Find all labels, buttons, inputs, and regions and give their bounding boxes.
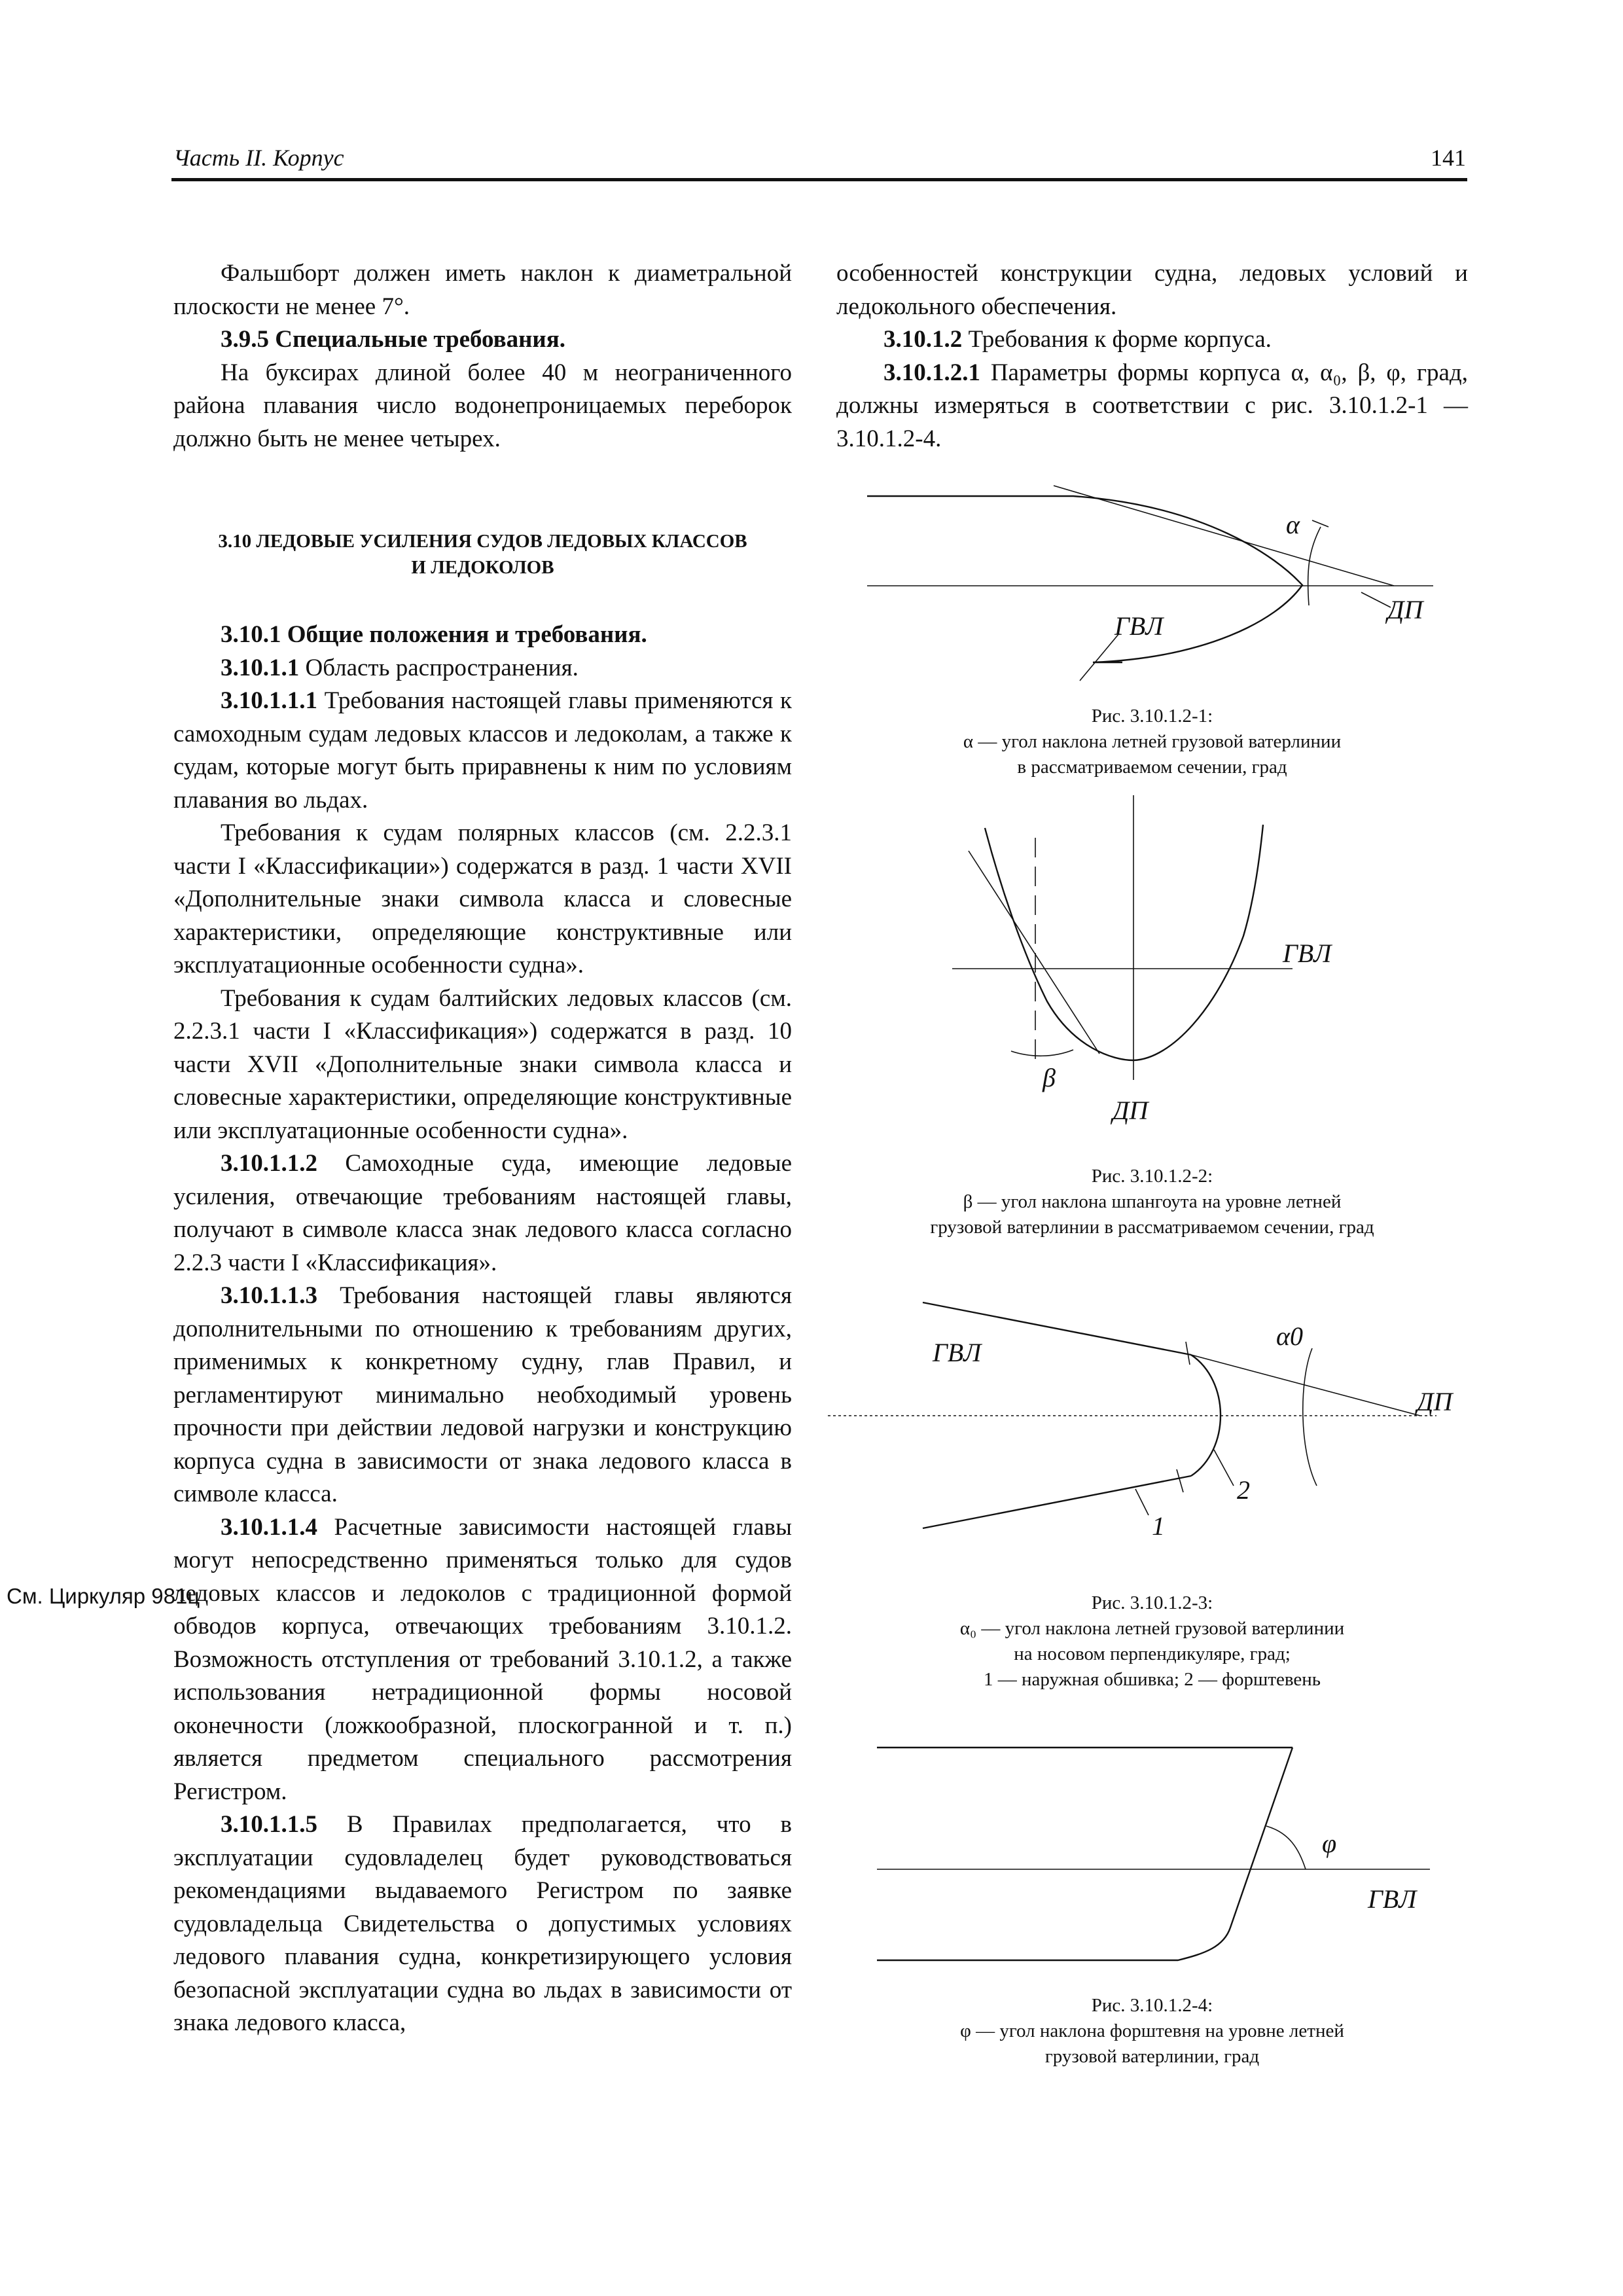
clause-text: Расчетные зависимости настоящей главы могут непосредственно применяться только для судов ледовых классов и ледоколов с традиционной формой обводов корпуса, отвечающих требованиям 3.10.1.2. Возможность отступления от требований 3.10.1.2, а также использования нетрадиционной формы носовой оконечности (ложкообразной, плоскогранной и т. п.) является предметом специального рассмотрения Регистром. — [173, 1513, 792, 1805]
heading-3-10-1: 3.10.1 Общие положения и требования. — [221, 621, 647, 648]
clause-number: 3.10.1.2 — [883, 326, 963, 353]
clause-text: Требования настоящей главы являются дополнительными по отношению к требованиям других, применимых к конкретному судну, глав Правил, и регламентируют минимально необходимый уровень прочности при действии ледовой нагрузки и конструкцию корпуса судна в зависимости от знака ледового класса в символе класса. — [173, 1282, 792, 1507]
paragraph-baltic-classes: Требования к судам балтийских ледовых классов (см. 2.2.3.1 части I «Классификация») содержатся в разд. 10 части XVII «Дополнительные знаки символа класса и словесные характеристики, определяющие конструктивные или эксплуатационные особенности судна». — [173, 984, 792, 1144]
clause-text: Область распространения. — [299, 654, 579, 681]
clause-text: В Правилах предполагается, что в эксплуатации судовладелец будет руководствоваться рекомендациями выдаваемого Регистром по заявке судовладельца Свидетельства о допустимых условиях ледового плавания судна, конкретизирующего условия безопасной эксплуатации судна во льдах в зависимости от знака ледового класса, — [173, 1811, 792, 2036]
label-alpha: α — [1286, 510, 1300, 539]
caption-line: φ — угол наклона форштевня на уровне летней — [960, 2020, 1344, 2041]
caption-title: Рис. 3.10.1.2-2: — [1091, 1166, 1213, 1187]
section-title-line-2: И ЛЕДОКОЛОВ — [411, 557, 554, 578]
caption-title: Рис. 3.10.1.2-3: — [1091, 1592, 1213, 1613]
caption-title: Рис. 3.10.1.2-4: — [1091, 1995, 1213, 2016]
label-phi: φ — [1322, 1829, 1337, 1858]
caption-line: β — угол наклона шпангоута на уровне летней — [963, 1191, 1342, 1212]
caption-line: грузовой ватерлинии в рассматриваемом сечении, град — [930, 1217, 1374, 1238]
running-header-title: Часть II. Корпус — [173, 145, 344, 171]
caption-line: α — угол наклона летней грузовой ватерлинии — [963, 731, 1342, 752]
clause-number: 3.10.1.1.2 — [221, 1150, 317, 1177]
paragraph-tugs: На буксирах длиной более 40 м неограниченного района плавания число водонепроницаемых переборок должно быть не менее четырех. — [173, 359, 792, 452]
label-gvl: ГВЛ — [933, 1338, 982, 1367]
paragraph-continuation: особенностей конструкции судна, ледовых условий и ледокольного обеспечения. — [836, 260, 1468, 320]
caption-line: 1 — наружная обшивка; 2 — форштевень — [983, 1669, 1321, 1690]
angle-arc-phi — [1266, 1826, 1306, 1869]
caption-line: α₀ — угол наклона летней грузовой ватерлинии — [959, 1618, 1345, 1639]
heading-3-9-5: 3.9.5 Специальные требования. — [221, 326, 565, 353]
label-gvl: ГВЛ — [1115, 611, 1164, 641]
paragraph-polar-classes: Требования к судам полярных классов (см. 2.2.3.1 части I «Классификации») содержатся в разд. 1 части XVII «Дополнительные знаки символа класса и словесные характеристики, определяющие конструктивные или эксплуатационные особенности судна». — [173, 819, 792, 978]
label-dp: ДП — [1387, 595, 1423, 624]
clause-number: 3.10.1.1 — [221, 654, 300, 681]
clause-text: Требования к форме корпуса. — [962, 326, 1272, 353]
paragraph-bulwark: Фальшборт должен иметь наклон к диаметральной плоскости не менее 7°. — [173, 260, 792, 320]
clause-number: 3.10.1.2.1 — [883, 359, 980, 386]
label-gvl: ГВЛ — [1283, 939, 1332, 968]
label-beta: β — [1043, 1063, 1056, 1092]
clause-number: 3.10.1.1.3 — [221, 1282, 317, 1309]
caption-fig-4 — [836, 1993, 1468, 2070]
page-number: 141 — [1431, 145, 1466, 171]
label-2: 2 — [1237, 1475, 1250, 1505]
caption-title: Рис. 3.10.1.2-1: — [1091, 706, 1213, 726]
label-dp: ДП — [1417, 1387, 1453, 1416]
label-gvl: ГВЛ — [1368, 1884, 1417, 1914]
margin-note-circular[interactable]: См. Циркуляр 981ц — [7, 1584, 200, 1608]
stem-profile — [877, 1748, 1293, 1960]
clause-number: 3.10.1.1.4 — [221, 1513, 317, 1541]
caption-line: в рассматриваемом сечении, град — [1017, 757, 1287, 778]
label-1: 1 — [1152, 1511, 1165, 1541]
clause-text: Параметры формы корпуса α, α₀, β, φ, град, должны измеряться в соответствии с рис. 3.10.1.2-1 — 3.10.1.2-4. — [836, 359, 1468, 452]
label-alpha0: α0 — [1276, 1321, 1303, 1351]
caption-line: на носовом перпендикуляре, град; — [1014, 1643, 1291, 1664]
clause-text: Требования настоящей главы применяются к самоходным судам ледовых классов и ледоколам, а также к судам, которые могут быть приравнены к ним по условиям плавания во льдах. — [173, 687, 792, 814]
clause-text: Самоходные суда, имеющие ледовые усиления, отвечающие требованиям настоящей главы, получают в символе класса знак ледового класса согласно 2.2.3 части I «Классификация». — [173, 1150, 792, 1276]
caption-line: грузовой ватерлинии, град — [1044, 2046, 1260, 2067]
label-dp: ДП — [1113, 1096, 1149, 1125]
section-title-line-1: 3.10 ЛЕДОВЫЕ УСИЛЕНИЯ СУДОВ ЛЕДОВЫХ КЛАССОВ — [218, 531, 747, 552]
clause-number: 3.10.1.1.5 — [221, 1811, 317, 1838]
clause-number: 3.10.1.1.1 — [221, 687, 317, 714]
